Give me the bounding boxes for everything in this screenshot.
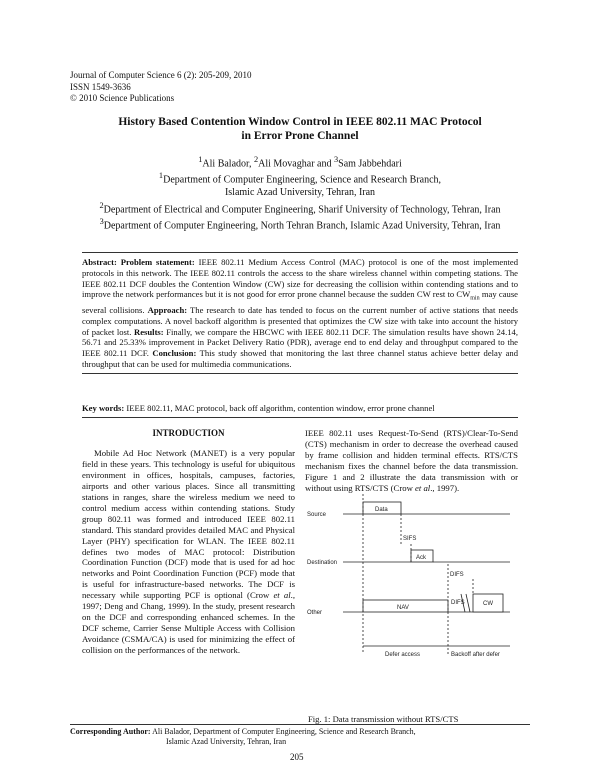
row-label-destination: Destination [307,560,338,566]
conclusion-label: Conclusion: [152,348,197,359]
conclusion-text: This study showed that monitoring the last three channel status achieve better delay and throughput that can be used for multimedia communications. [82,348,518,369]
abstract-label: Abstract: [82,257,117,267]
difs-top-label: DIFS [450,572,464,578]
nav-label: NAV [397,605,409,611]
footer-divider [70,724,530,725]
title-line-2: in Error Prone Channel [241,130,359,142]
keywords-text: IEEE 802.11, MAC protocol, back off algorithm, contention window, error prone channel [124,403,435,413]
intro-p2-end: ., 1997). [430,482,460,493]
author-2: Ali Movaghar and [258,158,334,170]
ack-label: Ack [416,555,427,561]
affiliation-1-line-2: Islamic Azad University, Tehran, Iran [224,187,376,199]
intro-p2-text: IEEE 802.11 uses Request-To-Send (RTS)/Clear-To-Send (CTS) mechanism in order to decrease the overhead caused by frame collision and hidden terminal effects. RTS/CTS mechanism fixes the channel before the data transmission. Figure 1 and 2 illustrate the data transmission with or without using RTS/CTS (Crow [305,428,518,493]
defer-label: Defer access [385,652,421,658]
corresponding-author [70,727,416,747]
figure-1-caption: Fig. 1: Data transmission without RTS/CTS [308,714,459,724]
author-3: Sam Jabbehdari [338,158,402,170]
problem-tail: may cause several collisions. [82,289,518,315]
sifs-label: SIFS [403,536,417,542]
journal-citation: Journal of Computer Science 6 (2): 205-209, 2010 [70,70,252,80]
journal-header [70,70,251,105]
keywords [82,403,518,418]
abstract [82,252,518,374]
corr-line-2: Islamic Azad University, Tehran, Iran [166,737,287,746]
affiliation-1-line-1: Department of Computer Engineering, Science and Research Branch, [163,174,442,186]
author-block [60,153,540,233]
introduction-paragraph-1 [82,448,295,656]
journal-issn: ISSN 1549-3636 [70,81,131,92]
backoff-label: Backoff after defer [451,652,500,658]
difs-label: DIFS [451,600,465,606]
affiliation-3-text: Department of Computer Engineering, North Tehran Branch, Islamic Azad University, Tehran, Iran [103,220,501,232]
corr-line-1: Ali Balador, Department of Computer Engineering, Science and Research Branch, [150,727,416,736]
row-label-source: Source [307,512,327,518]
figure-1-diagram [305,484,520,709]
cwmin-subscript: min [470,296,480,303]
column-left [82,428,295,656]
affiliation-3 [60,216,540,233]
intro-p1-end: ., 1997; Deng and Chang, 1999). In the study, present research on the DCF and corresponding enhanced schemes. In the DCF scheme, Carrier Sense Multiple Access with Collision Avoidance (CSMA/CA) is used for minimizing the effect of collision on the performances of the network. [82,590,296,656]
introduction-heading: INTRODUCTION [152,428,225,438]
affiliation-1 [60,170,540,199]
intro-p1-text: Mobile Ad Hoc Network (MANET) is a very popular field in these years. This technology is useful for ubiquitous environment in offices, hospitals, campuses, factories, airports and other various places. Since all transmitting stations in ranges, share the wireless medium we need to control medium access within contending stations. Study group 802.11 was formed and introduced IEEE 802.11 standard. This standard provides detailed MAC and Physical Layer (PHY) specification for WLAN. The IEEE 802.11 defines two modes of MAC protocol: Distribution Coordination Function (DCF) mode that is used for ad hoc networks and Point Coordination Function (PCF) mode that is useful for infrastructure-based networks. The DCF is necessary while supporting PCF is optional (Crow [82,447,295,601]
approach-label: Approach: [147,304,188,315]
intro-p1-etal: et al [273,590,291,601]
affiliation-2-text: Department of Electrical and Computer Engineering, Sharif University of Technology, Tehran, Iran [103,203,501,215]
cw-label: CW [483,601,493,607]
affiliation-1-sup: 1 [158,171,164,181]
affiliation-2 [60,200,540,217]
corr-label: Corresponding Author: [70,727,151,736]
row-label-other: Other [307,610,323,616]
author-1-sup: 1 [198,155,203,164]
slot-mark-2 [466,594,470,612]
keywords-label: Key words: [82,403,125,413]
results-label: Results: [134,326,164,337]
results-text: Finally, we compare the HBCWC with IEEE 802.11 DCF. The simulation results have shown 24.14, 56.71 and 25.33% improvement in Packet Delivery Ratio (PDR), average end to end delay and throughput compared to the IEEE 802.11 DCF. [82,326,518,359]
author-list [60,153,540,170]
author-1: Ali Balador, [202,158,254,170]
page-number: 205 [290,752,304,762]
data-label: Data [375,507,388,513]
problem-label: Problem statement: [120,257,195,267]
author-2-sup: 2 [253,155,259,164]
journal-copyright: © 2010 Science Publications [70,93,175,103]
author-3-sup: 3 [333,155,339,164]
intro-p2-etal: et al [415,482,431,493]
approach-text: The research to date has tended to focus on the current number of active stations that needs complex computations. A novel backoff algorithm is presented that optimizes the CW size with take into account the history of packet lost. [82,304,519,337]
problem-text: IEEE 802.11 Medium Access Control (MAC) protocol is one of the most implemented protocols in this network. The IEEE 802.11 controls the access to the share wireless channel within competing stations. The IEEE 802.11 DCF doubles the Contention Window (CW) size for decreasing the collision within contending stations and to improve the network performances but it is not good for error prone channel because the sudden CW rest to CW [82,257,519,300]
affiliation-3-sup: 3 [99,217,104,227]
title-line-1: History Based Contention Window Control in IEEE 802.11 MAC Protocol [118,116,482,128]
affiliation-2-sup: 2 [99,200,104,210]
paper-title [60,115,540,143]
